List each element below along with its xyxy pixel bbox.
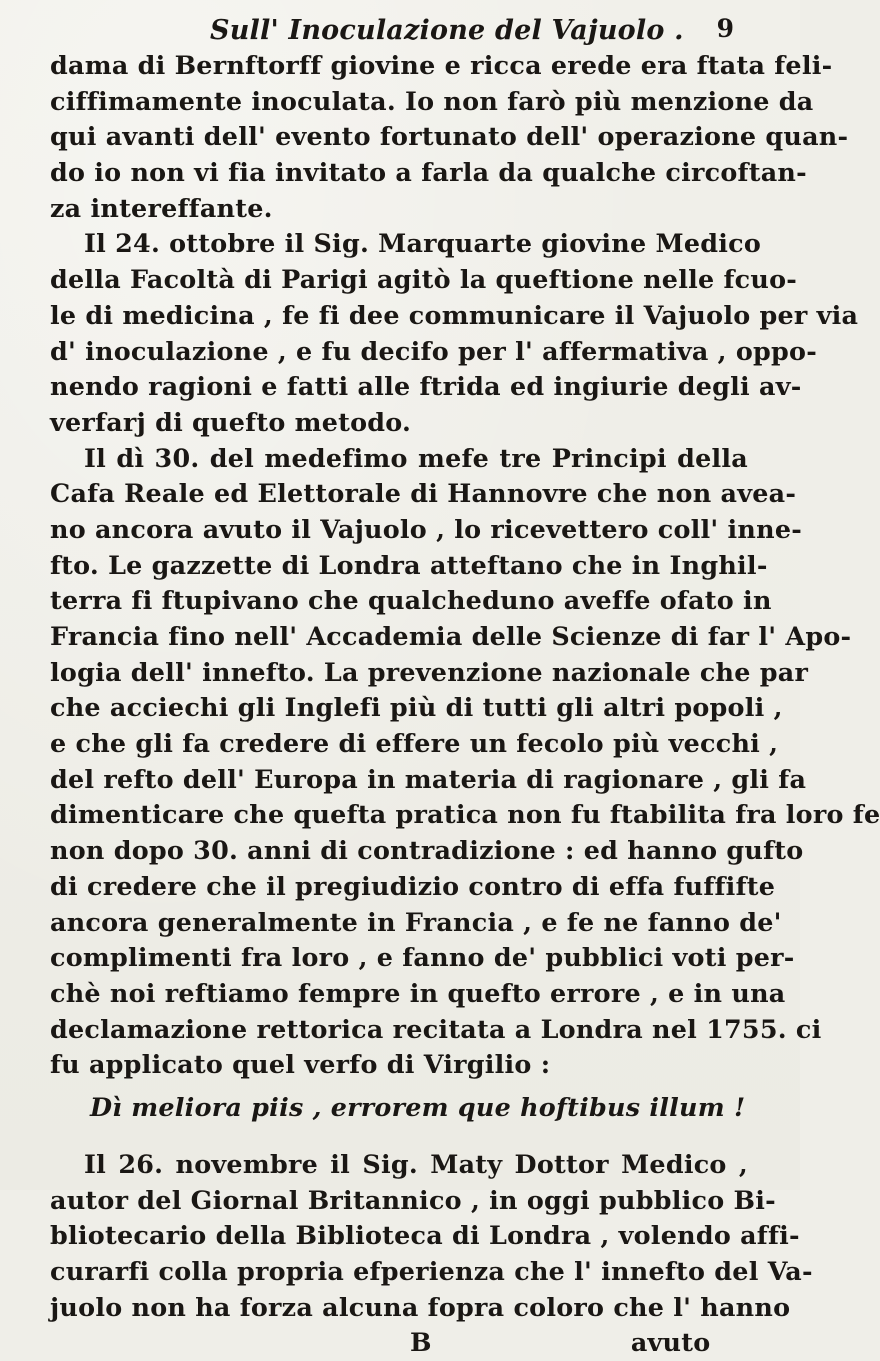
text-line: complimenti fra loro , e fanno de' pubblici voti per-: [50, 942, 795, 973]
text-line: chè noi reftiamo fempre in quefto errore , e in una: [50, 977, 786, 1008]
verse-quotation: Dì meliora piis , errorem que hoftibus illum !: [90, 1091, 746, 1122]
text-line: d' inoculazione , e fu decifo per l' affermativa , oppo-: [50, 335, 818, 366]
text-line: terra fi ftupivano che qualcheduno aveffe ofato in: [50, 585, 772, 616]
text-line: do io non vi fia invitato a farla da qualche circoftan-: [50, 157, 807, 188]
text-line: dama di Bernftorff giovine e ricca erede era ftata feli-: [50, 50, 833, 80]
text-line: bliotecario della Biblioteca di Londra , volendo affi-: [50, 1220, 800, 1251]
text-line: curarfi colla propria efperienza che l' innefto del Va-: [50, 1256, 813, 1286]
spacer: [50, 1131, 748, 1147]
text-line: fu applicato quel verfo di Virgilio :: [50, 1049, 551, 1080]
page-footer: [50, 1325, 748, 1361]
running-title: Sull' Inoculazione del Vajuolo .: [210, 15, 684, 46]
text-line: Il 26. novembre il Sig. Maty Dottor Medico ,: [84, 1148, 748, 1179]
text-line: Il dì 30. del medefimo mefe tre Principi della: [84, 442, 748, 473]
text-line: juolo non ha forza alcuna fopra coloro che l' hanno: [50, 1291, 791, 1322]
text-line: Cafa Reale ed Elettorale di Hannovre che non avea-: [50, 478, 797, 509]
signature-mark: B: [410, 1327, 432, 1358]
running-head: [50, 14, 748, 48]
text-line: non dopo 30. anni di contradizione : ed hanno gufto: [50, 835, 804, 866]
text-line: logia dell' innefto. La prevenzione nazionale che par: [50, 656, 809, 687]
text-line: di credere che il pregiudizio contro di effa fuffifte: [50, 870, 776, 901]
text-line: qui avanti dell' evento fortunato dell' operazione quan-: [50, 121, 849, 152]
text-line: del refto dell' Europa in materia di ragionare , gli fa: [50, 763, 807, 794]
text-line: za intereffante.: [50, 192, 273, 223]
text-line: e che gli fa credere di effere un fecolo più vecchi ,: [50, 728, 779, 759]
text-line: verfarj di quefto metodo.: [50, 406, 412, 437]
page-number: 9: [716, 14, 734, 43]
text-line: ciffimamente inoculata. Io non farò più menzione da: [50, 85, 814, 116]
main-text: [50, 48, 880, 1361]
text-line: della Facoltà di Parigi agitò la queftione nelle fcuo-: [50, 264, 798, 295]
text-line: declamazione rettorica recitata a Londra nel 1755. ci: [50, 1013, 822, 1044]
text-line: Il 24. ottobre il Sig. Marquarte giovine Medico: [84, 228, 762, 259]
text-line: ancora generalmente in Francia , e fe ne fanno de': [50, 906, 782, 937]
text-line: che acciechi gli Inglefi più di tutti gli altri popoli ,: [50, 692, 783, 723]
text-line: autor del Giornal Britannico , in oggi pubblico Bi-: [50, 1184, 776, 1215]
text-line: nendo ragioni e fatti alle ftrida ed ingiurie degli av-: [50, 371, 802, 402]
text-line: fto. Le gazzette di Londra atteftano che in Inghil-: [50, 549, 768, 580]
text-line: no ancora avuto il Vajuolo , lo ricevettero coll' inne-: [50, 513, 803, 544]
catchword: avuto: [630, 1327, 711, 1358]
text-line: Francia fino nell' Accademia delle Scienze di far l' Apo-: [50, 621, 852, 651]
text-line: le di medicina , fe fi dee communicare il Vajuolo per via: [50, 299, 859, 330]
text-line: dimenticare che quefta pratica non fu ftabilita fra loro fe: [50, 799, 880, 830]
